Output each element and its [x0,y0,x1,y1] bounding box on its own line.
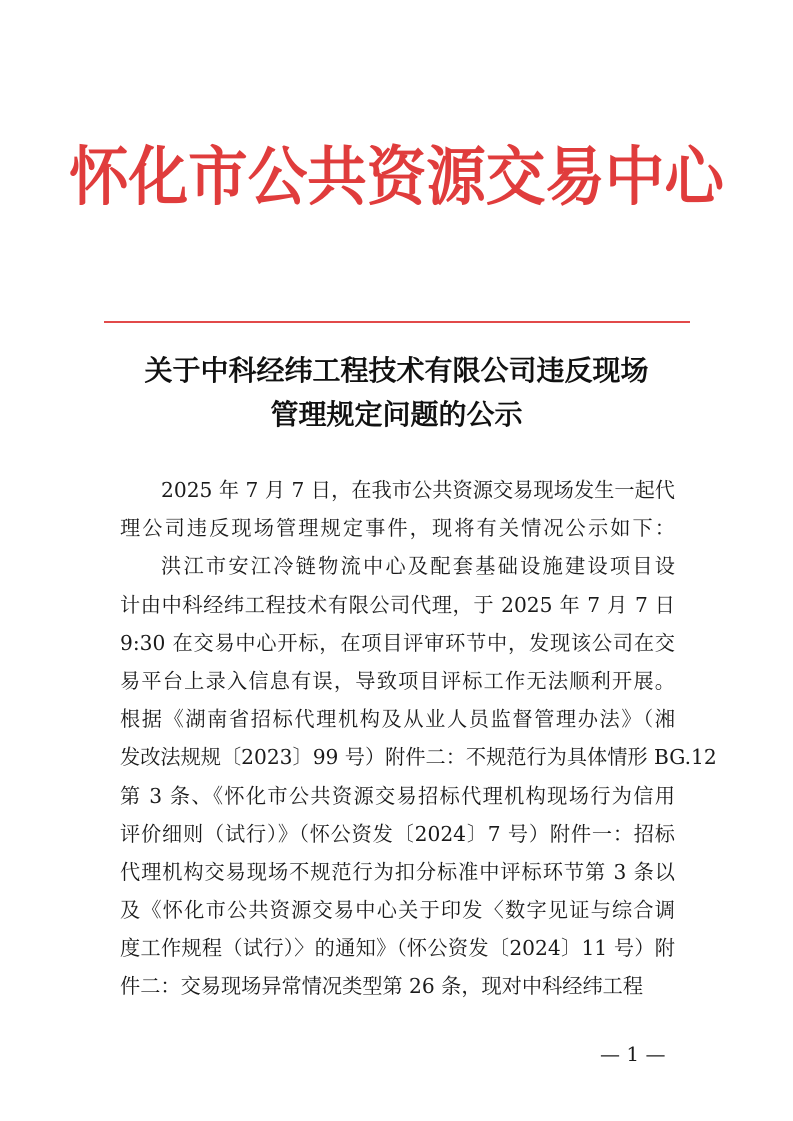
body-line: 洪江市安江冷链物流中心及配套基础设施建设项目设 [161,554,675,579]
body-line: 件二：交易现场异常情况类型第 26 条，现对中科经纬工程 [120,974,644,999]
body-line: 9:30 在交易中心开标，在项目评审环节中，发现该公司在交 [120,630,675,655]
body-line: 易平台上录入信息有误，导致项目评标工作无法顺利开展。 [120,668,675,693]
body-line: 评价细则（试行）》（怀公资发〔2024〕7 号）附件一：招标 [120,821,675,846]
body-line: 理公司违反现场管理规定事件，现将有关情况公示如下： [120,516,675,541]
body-line: 代理机构交易现场不规范行为扣分标准中评标环节第 3 条以 [120,859,675,884]
document-title-line-2: 管理规定问题的公示 [270,398,523,431]
body-line: 计由中科经纬工程技术有限公司代理，于 2025 年 7 月 7 日 [120,592,675,617]
body-line: 及《怀化市公共资源交易中心关于印发〈数字见证与综合调 [120,898,675,923]
document-title [90,349,703,437]
page-number: — 1 — [600,1042,666,1066]
document-title-line-1: 关于中科经纬工程技术有限公司违反现场 [144,354,649,387]
body-line: 根据《湖南省招标代理机构及从业人员监督管理办法》（湘 [120,707,675,732]
body-line: 度工作规程（试行）〉的通知》（怀公资发〔2024〕11 号）附 [120,936,675,961]
red-divider-line [104,321,690,323]
document-body [120,471,717,1006]
masthead-title: 怀化市公共资源交易中心 [69,141,724,215]
body-line: 第 3 条、《怀化市公共资源交易招标代理机构现场行为信用 [120,783,675,808]
body-line: 发改法规规〔2023〕99 号）附件二：不规范行为具体情形 BG.12 [120,745,717,770]
body-line: 2025 年 7 月 7 日，在我市公共资源交易现场发生一起代 [161,478,675,502]
